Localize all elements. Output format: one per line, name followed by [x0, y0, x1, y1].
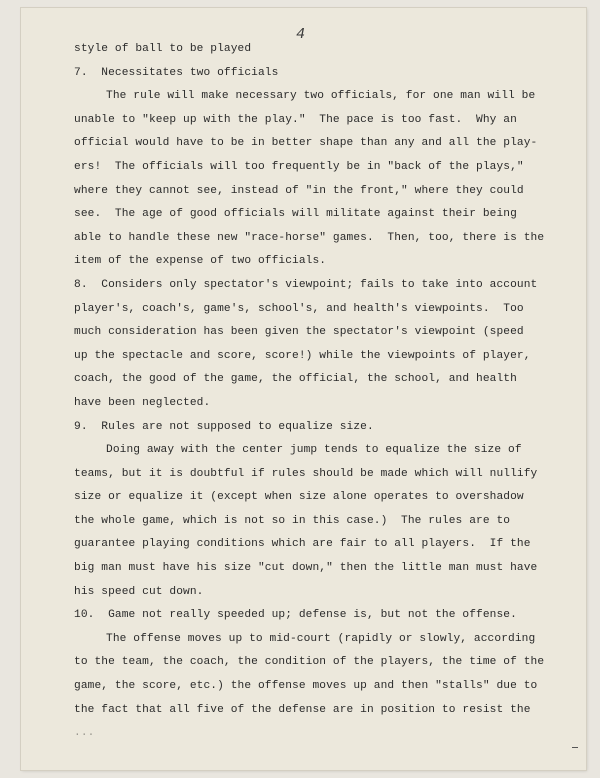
- text-line: his speed cut down.: [74, 585, 204, 598]
- text-line: have been neglected.: [74, 396, 211, 409]
- text-line: up the spectacle and score, score!) while the viewpoints of player,: [74, 349, 531, 362]
- section-heading-10: 10. Game not really speeded up; defense is, but not the offense.: [74, 609, 517, 622]
- text-line: the whole game, which is not so in this case.) The rules are to: [74, 514, 511, 527]
- typed-page: [21, 8, 586, 770]
- typed-text-body: [74, 38, 564, 746]
- text-line: official would have to be in better shape than any and all the play-: [74, 137, 538, 150]
- section-heading-9: 9. Rules are not supposed to equalize size.: [74, 420, 374, 433]
- text-line: style of ball to be played: [74, 43, 252, 55]
- section-heading-8: 8. Considers only spectator's viewpoint; fails to take into account: [74, 278, 538, 291]
- page-number: 4: [296, 26, 306, 43]
- text-line: guarantee playing conditions which are fair to all players. If the: [74, 538, 531, 551]
- text-line-cut-off: ...: [74, 727, 95, 740]
- text-line: able to handle these new "race-horse" games. Then, too, there is the: [74, 231, 545, 244]
- text-line: see. The age of good officials will militate against their being: [74, 208, 517, 221]
- text-line: big man must have his size "cut down," then the little man must have: [74, 562, 538, 575]
- text-line: unable to "keep up with the play." The pace is too fast. Why an: [74, 113, 517, 126]
- text-line: size or equalize it (except when size alone operates to overshadow: [74, 491, 524, 504]
- text-line: to the team, the coach, the condition of the players, the time of the: [74, 656, 545, 669]
- text-line: game, the score, etc.) the offense moves up and then "stalls" due to: [74, 680, 538, 693]
- text-line: coach, the good of the game, the official, the school, and health: [74, 373, 517, 386]
- section-heading-7: 7. Necessitates two officials: [74, 66, 279, 79]
- text-line: much consideration has been given the spectator's viewpoint (speed: [74, 326, 524, 339]
- text-line: item of the expense of two officials.: [74, 255, 327, 268]
- margin-mark: [572, 747, 578, 748]
- text-line: the fact that all five of the defense are in position to resist the: [74, 703, 531, 716]
- text-line: player's, coach's, game's, school's, and health's viewpoints. Too: [74, 302, 524, 315]
- text-line: ers! The officials will too frequently be in "back of the plays,": [74, 160, 524, 173]
- text-line: Doing away with the center jump tends to equalize the size of: [106, 444, 522, 457]
- text-line: where they cannot see, instead of "in the front," where they could: [74, 184, 524, 197]
- text-line: The offense moves up to mid-court (rapidly or slowly, according: [106, 632, 536, 645]
- text-line: The rule will make necessary two officials, for one man will be: [106, 90, 536, 103]
- text-line: teams, but it is doubtful if rules should be made which will nullify: [74, 467, 538, 480]
